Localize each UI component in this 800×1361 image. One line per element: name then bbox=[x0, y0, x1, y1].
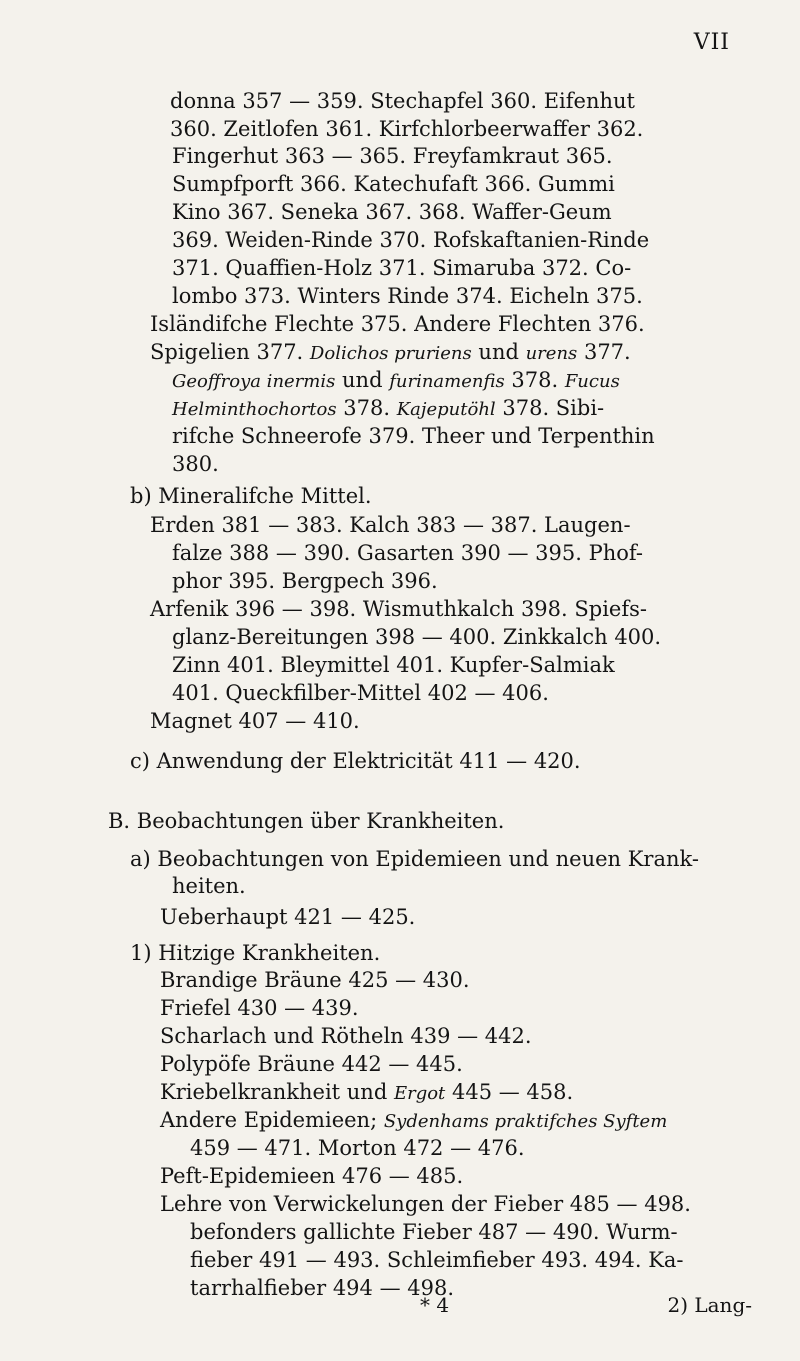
text-segment: 371. Quaffien-Holz 371. Simaruba 372. Co- bbox=[172, 256, 632, 280]
text-segment: Ueberhaupt 421 — 425. bbox=[160, 905, 416, 929]
contents-line bbox=[150, 311, 645, 337]
text-segment: befonders gallichte Fieber 487 — 490. Wurm- bbox=[190, 1220, 678, 1244]
contents-line bbox=[170, 116, 643, 142]
contents-line bbox=[190, 1219, 678, 1245]
italic-text-segment: urens bbox=[525, 343, 578, 364]
text-segment: tarrhalfieber 494 — 498. bbox=[190, 1276, 455, 1300]
text-segment: heiten. bbox=[172, 874, 246, 898]
italic-text-segment: Kajeputöhl bbox=[396, 399, 496, 420]
text-segment: 380. bbox=[172, 452, 219, 476]
contents-line bbox=[160, 1079, 573, 1107]
text-segment: Kriebelkrankheit und bbox=[160, 1080, 394, 1104]
italic-text-segment: Sydenhams praktifches Syftem bbox=[383, 1111, 668, 1132]
contents-line bbox=[130, 846, 699, 872]
text-segment: Arfenik 396 — 398. Wismuthkalch 398. Spiefs- bbox=[150, 597, 647, 621]
contents-line bbox=[172, 367, 620, 395]
text-segment: rifche Schneerofe 379. Theer und Terpenthin bbox=[172, 424, 655, 448]
text-segment: Isländifche Flechte 375. Andere Flechten 376. bbox=[150, 312, 645, 336]
contents-line bbox=[160, 1107, 667, 1135]
text-segment: 369. Weiden-Rinde 370. Rofskaftanien-Rinde bbox=[172, 228, 650, 252]
text-segment: Polypöfe Bräune 442 — 445. bbox=[160, 1052, 463, 1076]
contents-line bbox=[172, 143, 613, 169]
text-segment: 459 — 471. Morton 472 — 476. bbox=[190, 1136, 525, 1160]
text-segment: Kino 367. Seneka 367. 368. Waffer-Geum bbox=[172, 200, 612, 224]
italic-text-segment: Dolichos pruriens bbox=[309, 343, 472, 364]
text-segment: Fingerhut 363 — 365. Freyfamkraut 365. bbox=[172, 144, 613, 168]
text-segment: Lehre von Verwickelungen der Fieber 485 — 498. bbox=[160, 1192, 691, 1216]
contents-line bbox=[190, 1275, 454, 1301]
italic-text-segment: furinamenfis bbox=[389, 371, 505, 392]
text-segment: fieber 491 — 493. Schleimfieber 493. 494. Ka- bbox=[190, 1248, 684, 1272]
text-segment: 360. Zeitlofen 361. Kirfchlorbeerwaffer 362. bbox=[170, 117, 644, 141]
contents-line bbox=[172, 227, 649, 253]
contents-line bbox=[172, 624, 661, 650]
contents-line bbox=[160, 1023, 532, 1049]
text-segment: c) Anwendung der Elektricität 411 — 420. bbox=[130, 749, 581, 773]
text-segment: 401. Queckfilber-Mittel 402 — 406. bbox=[172, 681, 549, 705]
contents-line bbox=[172, 255, 631, 281]
text-segment: lombo 373. Winters Rinde 374. Eicheln 375. bbox=[172, 284, 643, 308]
text-segment: Scharlach und Rötheln 439 — 442. bbox=[160, 1024, 532, 1048]
text-segment: Brandige Bräune 425 — 430. bbox=[160, 968, 470, 992]
text-segment: Magnet 407 — 410. bbox=[150, 709, 360, 733]
contents-line bbox=[130, 940, 380, 966]
contents-line bbox=[130, 748, 581, 774]
contents-line bbox=[172, 568, 438, 594]
text-segment: Zinn 401. Bleymittel 401. Kupfer-Salmiak bbox=[172, 653, 615, 677]
text-segment: 378. bbox=[336, 396, 397, 420]
text-segment: glanz-Bereitungen 398 — 400. Zinkkalch 400. bbox=[172, 625, 662, 649]
contents-line bbox=[172, 652, 615, 678]
contents-line bbox=[172, 171, 615, 197]
catchword: 2) Lang- bbox=[667, 1293, 752, 1317]
text-segment: phor 395. Bergpech 396. bbox=[172, 569, 438, 593]
contents-line bbox=[150, 596, 647, 622]
text-segment: und bbox=[471, 340, 526, 364]
text-segment: a) Beobachtungen von Epidemieen und neuen Krank- bbox=[130, 847, 699, 871]
text-segment: falze 388 — 390. Gasarten 390 — 395. Phof- bbox=[172, 541, 644, 565]
contents-line bbox=[150, 708, 360, 734]
contents-line bbox=[172, 283, 643, 309]
contents-line bbox=[172, 423, 655, 449]
contents-line bbox=[190, 1135, 525, 1161]
contents-line bbox=[160, 967, 470, 993]
italic-text-segment: Geoffroya inermis bbox=[172, 371, 336, 392]
text-segment: Friefel 430 — 439. bbox=[160, 996, 359, 1020]
text-segment: 378. Sibi- bbox=[495, 396, 605, 420]
contents-line bbox=[172, 451, 219, 477]
contents-line bbox=[150, 339, 631, 367]
text-segment: Sumpfporft 366. Katechufaft 366. Gummi bbox=[172, 172, 615, 196]
contents-line bbox=[108, 808, 504, 834]
italic-text-segment: Ergot bbox=[393, 1083, 446, 1104]
text-segment: b) Mineralifche Mittel. bbox=[130, 484, 372, 508]
page-number: VII bbox=[693, 30, 730, 55]
contents-line bbox=[160, 1051, 463, 1077]
contents-line bbox=[172, 199, 612, 225]
text-segment: B. Beobachtungen über Krankheiten. bbox=[108, 809, 505, 833]
contents-line bbox=[150, 512, 631, 538]
text-segment: Spigelien 377. bbox=[150, 340, 310, 364]
contents-line bbox=[172, 680, 549, 706]
contents-line bbox=[172, 873, 246, 899]
contents-line bbox=[172, 395, 604, 423]
contents-line bbox=[160, 904, 415, 930]
contents-line bbox=[190, 1247, 684, 1273]
signature-mark: * 4 bbox=[420, 1293, 450, 1317]
text-segment: 445 — 458. bbox=[445, 1080, 574, 1104]
text-segment: Peft-Epidemieen 476 — 485. bbox=[160, 1164, 464, 1188]
contents-line bbox=[172, 540, 643, 566]
text-segment: und bbox=[335, 368, 390, 392]
contents-line bbox=[130, 483, 372, 509]
italic-text-segment: Helminthochortos bbox=[172, 399, 337, 420]
contents-line bbox=[160, 995, 359, 1021]
italic-text-segment: Fucus bbox=[564, 371, 620, 392]
text-segment: 378. bbox=[504, 368, 565, 392]
contents-line bbox=[160, 1163, 463, 1189]
contents-line bbox=[170, 88, 635, 114]
text-segment: Erden 381 — 383. Kalch 383 — 387. Laugen- bbox=[150, 513, 631, 537]
text-segment: donna 357 — 359. Stechapfel 360. Eifenhut bbox=[170, 89, 635, 113]
text-segment: 377. bbox=[577, 340, 631, 364]
text-segment: 1) Hitzige Krankheiten. bbox=[130, 941, 381, 965]
contents-line bbox=[160, 1191, 691, 1217]
text-segment: Andere Epidemieen; bbox=[160, 1108, 384, 1132]
